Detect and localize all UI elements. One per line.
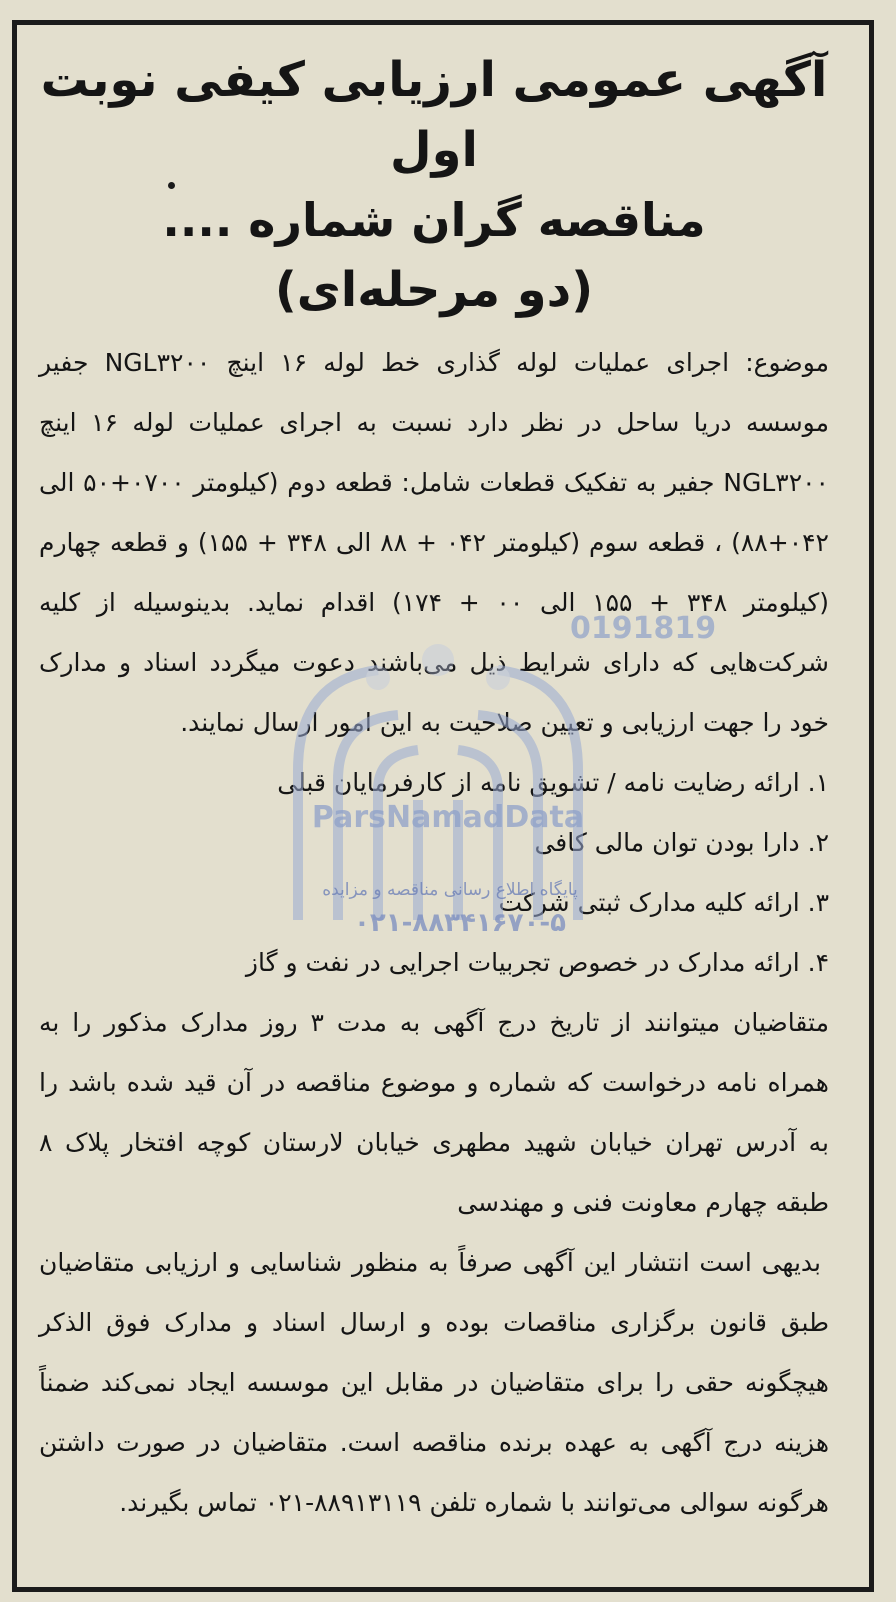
- print-dot: [168, 182, 175, 189]
- title-line-1: آگهی عمومی ارزیابی کیفی نوبت اول: [40, 52, 828, 178]
- ad-title: [39, 45, 829, 325]
- title-line-3: (دو مرحله‌ای): [274, 262, 594, 318]
- watermark-subtitle: پایگاه اطلاع رسانی مناقصه و مزایده: [322, 880, 578, 900]
- disclaimer-paragraph: بدیهی است انتشار این آگهی صرفاً به منظور شناسایی و ارزیابی متقاضیان طبق قانون برگزاری مناقصات بوده و ارسال اسناد و مدارک فوق الذکر هیچگونه حقی را برای متقاضیان در مقابل این موسسه ایجاد نمی‌کند ضمناً هزینه درج آگهی به عهده برنده مناقصه است. متقاضیان در صورت داشتن هرگونه سوالی می‌توانند با شماره تلفن ۸۸۹۱۳۱۱۹-۰۲۱ تماس بگیرند.: [39, 1248, 829, 1517]
- ad-body: [39, 333, 829, 1533]
- watermark-digits: 0191819: [570, 611, 717, 646]
- condition-item-4: ۴. ارائه مدارک در خصوص تجربیات اجرایی در نفت و گاز: [245, 948, 829, 977]
- watermark-phone: ۰۲۱-۸۸۳۴۱۶۷۰-۵: [353, 908, 566, 938]
- watermark-brand: ParsNamadData: [311, 800, 585, 835]
- condition-item-3: ۳. ارائه کلیه مدارک ثبتی شرکت: [498, 888, 829, 917]
- condition-item-2: ۲. دارا بودن توان مالی کافی: [534, 828, 829, 857]
- submission-paragraph: متقاضیان میتوانند از تاریخ درج آگهی به مدت ۳ روز مدارک مذکور را به همراه نامه درخواست که شماره و موضوع مناقصه در آن قید شده باشد را به آدرس تهران خیابان شهید مطهری خیابان لارستان کوچه افتخار پلاک ۸ طبقه چهارم معاونت فنی و مهندسی: [39, 1008, 829, 1217]
- title-line-2: مناقصه گران شماره ....: [162, 193, 706, 247]
- advertisement-frame: [12, 20, 874, 1592]
- condition-item-1: ۱. ارائه رضایت نامه / تشویق نامه از کارفرمایان قبلی: [277, 768, 829, 797]
- intro-paragraph: موضوع: اجرای عملیات لوله گذاری خط لوله ۱۶ اینچ NGL۳۲۰۰ جفیر موسسه دریا ساحل در نظر دارد نسبت به اجرای عملیات لوله ۱۶ اینچ NGL۳۲۰۰ جفیر به تفکیک قطعات شامل: قطعه دوم (کیلومتر ۰۷۰۰+۵۰ الی ۰۴۲+۸۸) ، قطعه سوم (کیلومتر ۰۴۲ + ۸۸ الی ۳۴۸ + ۱۵۵) و قطعه چهارم (کیلومتر ۳۴۸ + ۱۵۵ الی ۰۰ + ۱۷۴) اقدام نماید. بدینوسیله از کلیه شرکت‌هایی که دارای شرایط ذیل می‌باشند دعوت میگردد اسناد و مدارک خود را جهت ارزیابی و تعیین صلاحیت به این امور ارسال نمایند.: [39, 348, 829, 737]
- conditions-list: [39, 753, 829, 993]
